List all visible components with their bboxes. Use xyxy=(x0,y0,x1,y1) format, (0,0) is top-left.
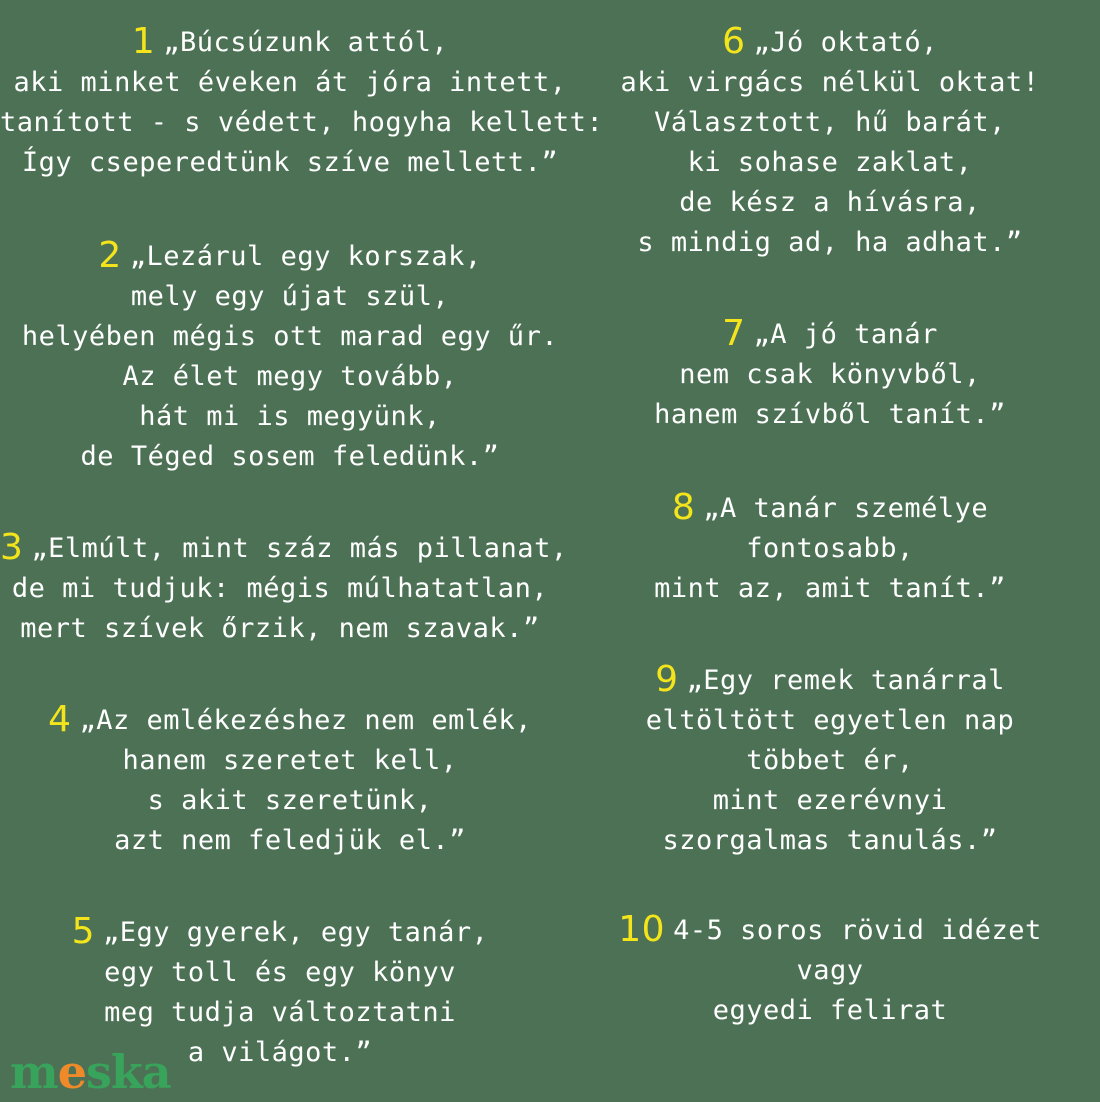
quote-number: 2 xyxy=(98,235,122,276)
quote-line: mint ezerévnyi xyxy=(712,785,948,816)
quote-line: fontosabb, xyxy=(746,533,914,564)
quote-line: de mi tudjuk: mégis múlhatatlan, xyxy=(11,573,549,604)
quote-line: szorgalmas tanulás.” xyxy=(662,825,998,856)
quote-line: vagy xyxy=(796,955,864,986)
quote-line: 7 „A jó tanár xyxy=(722,313,938,354)
quote-line: s akit szeretünk, xyxy=(147,785,433,816)
quote-line: aki minket éveken át jóra intett, xyxy=(13,67,567,98)
quote-6 xyxy=(560,22,1100,263)
quote-line: 3 „Elmúlt, mint száz más pillanat, xyxy=(0,527,568,568)
quote-line: mely egy újat szül, xyxy=(130,281,450,312)
quote-line: helyében mégis ott marad egy űr. xyxy=(21,321,559,352)
quote-line: mint az, amit tanít.” xyxy=(654,573,1006,604)
quote-line: többet ér, xyxy=(746,745,914,776)
quote-line: de kész a hívásra, xyxy=(679,187,981,218)
quote-line: 8 „A tanár személye xyxy=(671,487,989,528)
quote-line: de Téged sosem feledünk.” xyxy=(80,441,500,472)
quote-line: egyedi felirat xyxy=(712,995,948,1026)
quote-2 xyxy=(0,236,580,477)
quote-line: Az élet megy tovább, xyxy=(122,361,458,392)
quote-line: Választott, hű barát, xyxy=(654,107,1006,138)
quote-number: 3 xyxy=(0,527,24,568)
quote-line: hanem szeretet kell, xyxy=(122,745,458,776)
quote-line: Így cseperedtünk szíve mellett.” xyxy=(21,147,559,178)
quote-line: ki sohase zaklat, xyxy=(687,147,973,178)
quote-line: nem csak könyvből, xyxy=(679,359,981,390)
quote-line: tanított - s védett, hogyha kellett: xyxy=(0,107,604,138)
quote-number: 10 xyxy=(618,909,666,950)
quote-line: 5 „Egy gyerek, egy tanár, xyxy=(71,911,489,952)
quote-number: 6 xyxy=(722,21,746,62)
quote-9 xyxy=(560,660,1100,861)
quote-line: mert szívek őrzik, nem szavak.” xyxy=(20,613,540,644)
quote-line: azt nem feledjük el.” xyxy=(114,825,466,856)
quote-number: 5 xyxy=(71,911,96,952)
quote-8 xyxy=(560,488,1100,609)
quote-number: 4 xyxy=(48,699,72,740)
quote-number: 8 xyxy=(671,487,696,528)
quote-line: aki virgács nélkül oktat! xyxy=(620,67,1040,98)
quote-10 xyxy=(560,910,1100,1031)
quote-4 xyxy=(0,700,580,861)
quote-line: 6 „Jó oktató, xyxy=(722,21,938,62)
quote-3 xyxy=(0,527,568,649)
quote-line: 2 „Lezárul egy korszak, xyxy=(98,235,482,276)
quote-line: a világot.” xyxy=(187,1037,373,1068)
meska-logo: meska xyxy=(10,1045,171,1099)
quote-line: 1 „Búcsúzunk attól, xyxy=(131,21,449,62)
quote-line: 4 „Az emlékezéshez nem emlék, xyxy=(48,699,532,740)
quote-number: 7 xyxy=(722,313,746,354)
quote-7 xyxy=(560,314,1100,435)
quote-line: hát mi is megyünk, xyxy=(139,401,441,432)
quote-line: 9 „Egy remek tanárral xyxy=(655,659,1005,700)
quote-line: 10 4-5 soros rövid idézet xyxy=(618,909,1042,950)
quote-1 xyxy=(0,21,604,183)
quote-line: eltöltött egyetlen nap xyxy=(645,705,1015,736)
quote-line: hanem szívből tanít.” xyxy=(654,399,1006,430)
quote-number: 9 xyxy=(655,659,679,700)
quote-number: 1 xyxy=(131,21,156,62)
quote-line: s mindig ad, ha adhat.” xyxy=(637,227,1023,258)
quote-line: meg tudja változtatni xyxy=(104,997,456,1028)
quote-line: egy toll és egy könyv xyxy=(104,957,456,988)
